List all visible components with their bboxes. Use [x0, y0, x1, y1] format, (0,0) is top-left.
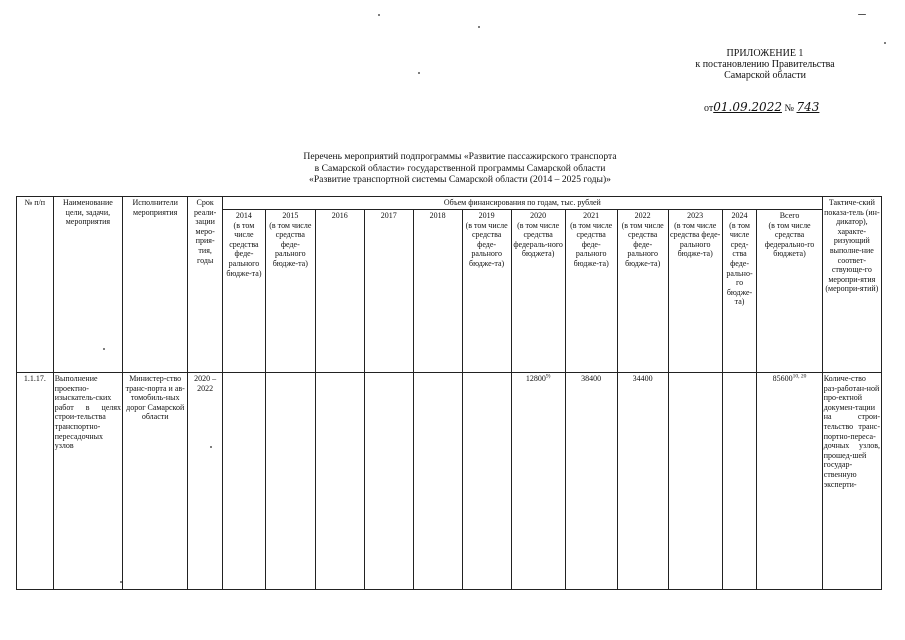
scan-speck — [120, 581, 122, 583]
header-funding: Объем финансирования по годам, тыс. рублей — [223, 197, 823, 210]
header-name: Наименование цели, задачи, мероприятия — [53, 197, 122, 373]
number-label: № — [784, 103, 795, 114]
title-line: в Самарской области» государственной программы Самарской области — [314, 162, 606, 174]
title-line: «Развитие транспортной системы Самарской области (2014 – 2025 годы)» — [309, 174, 611, 185]
row-term: 2020 – 2022 — [188, 373, 223, 590]
table-row — [17, 373, 882, 590]
appendix-block — [640, 48, 890, 81]
year-header: 2018 — [413, 210, 462, 373]
cell-2021: 38400 — [565, 373, 617, 590]
scan-speck — [858, 14, 866, 15]
scan-speck — [478, 26, 480, 28]
cell-2022: 34400 — [617, 373, 668, 590]
cell-2016 — [315, 373, 364, 590]
header-indicator: Тактиче-ский показа-тель (ин-дикатор), характе-ризующий выполне-ние соответ-ствующе-го меропри-ятия (меропри-ятий) — [822, 197, 881, 373]
resolution-date-line — [704, 100, 819, 114]
row-name: Выполнение проектно-изыскатель-ских работ в целях строи-тельства транспортно-пересадочных узлов — [53, 373, 122, 590]
appendix-title: ПРИЛОЖЕНИЕ 1 — [726, 48, 804, 59]
row-executor: Министер-ство транс-порта и ав-томобиль-ных дорог Самарской области — [123, 373, 188, 590]
year-header: 2020 (в том числе средства федераль-ного бюджета) — [511, 210, 565, 373]
header-executors: Исполнители мероприятия — [123, 197, 188, 373]
row-indicator: Количе-ство раз-работан-ной про-ектной докумен-тации на строи-тельство транс-портно-переса-дочных узлов, прошед-шей государ-ственную эксперти- — [822, 373, 881, 590]
cell-2015 — [265, 373, 315, 590]
scan-speck — [418, 72, 420, 74]
document-title — [250, 151, 670, 186]
appendix-line: к постановлению Правительства — [695, 59, 835, 70]
resolution-date: 01.09.2022 — [713, 100, 782, 114]
year-header: 2014 (в том числе средства феде-рального бюдже-та) — [223, 210, 266, 373]
cell-2019 — [462, 373, 511, 590]
year-header: 2023 (в том числе средства феде-рального бюдже-та) — [668, 210, 722, 373]
scan-speck — [378, 14, 380, 16]
year-header: 2024 (в том числе сред-ства феде-рально-го бюдже-та) — [722, 210, 757, 373]
resolution-number: 743 — [796, 100, 820, 114]
year-header: 2021 (в том числе средства феде-рального бюдже-та) — [565, 210, 617, 373]
cell-total: 85600$^{10, 20}$ — [757, 373, 822, 590]
row-number: 1.1.17. — [17, 373, 54, 590]
scan-speck — [103, 348, 105, 350]
header-num: № п/п — [17, 197, 54, 373]
cell-2023 — [668, 373, 722, 590]
scan-speck — [884, 42, 886, 44]
cell-2024 — [722, 373, 757, 590]
year-header: 2022 (в том числе средства феде-рального бюдже-та) — [617, 210, 668, 373]
year-header: 2016 — [315, 210, 364, 373]
total-header: Всего (в том числе средства федерально-го бюджета) — [757, 210, 822, 373]
year-header: 2019 (в том числе средства феде-рального бюдже-та) — [462, 210, 511, 373]
date-prefix: от — [704, 103, 714, 114]
cell-2014 — [223, 373, 266, 590]
measures-table — [16, 196, 882, 590]
appendix-line: Самарской области — [724, 70, 806, 81]
scan-speck — [210, 446, 212, 448]
cell-2020: 12800$^{9)}$ — [511, 373, 565, 590]
title-line: Перечень мероприятий подпрограммы «Развитие пассажирского транспорта — [303, 151, 617, 162]
year-header: 2015 (в том числе средства феде-рального бюдже-та) — [265, 210, 315, 373]
year-header: 2017 — [364, 210, 413, 373]
header-term: Срок реали-зации меро-прия-тия, годы — [188, 197, 223, 373]
cell-2017 — [364, 373, 413, 590]
cell-2018 — [413, 373, 462, 590]
